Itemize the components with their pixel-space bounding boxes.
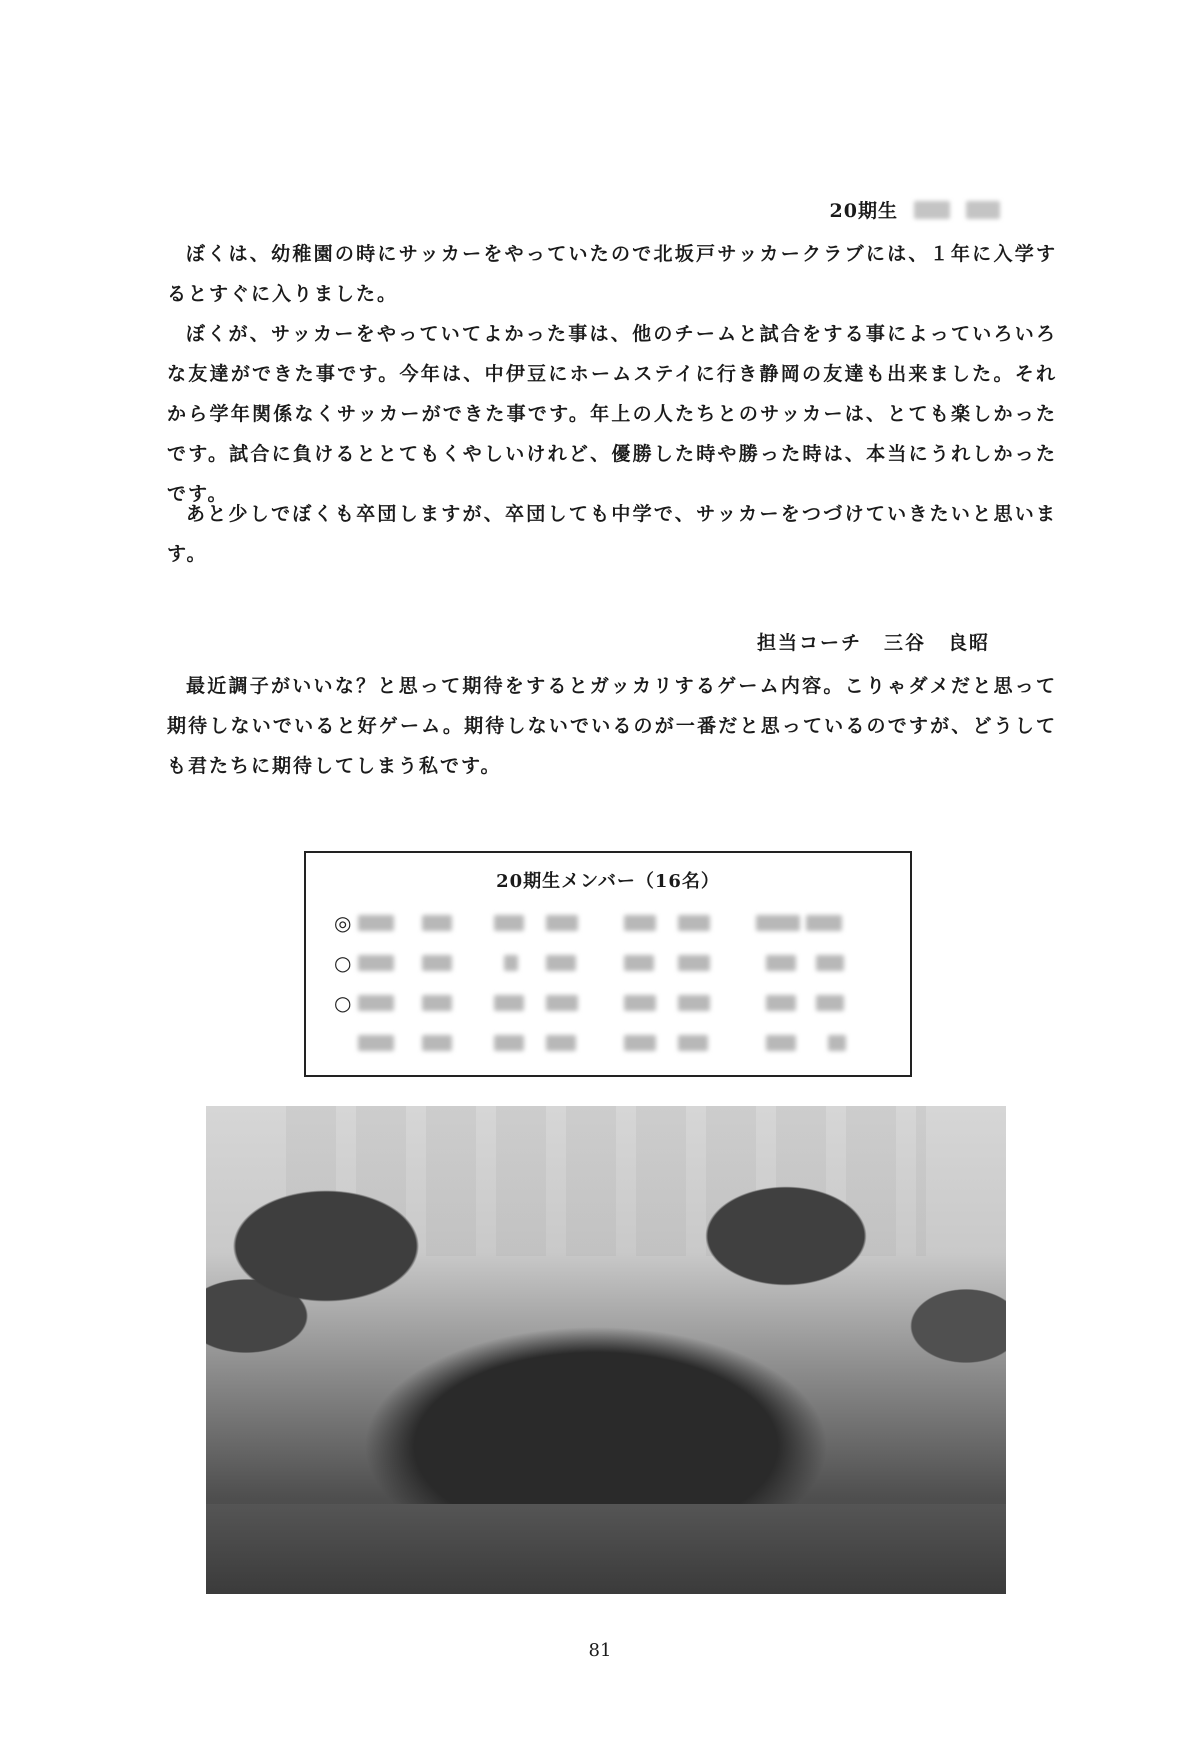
team-photo: [206, 1106, 1006, 1594]
redacted-name: [546, 1035, 576, 1051]
member-list-title: 20期生メンバー（16名）: [496, 871, 720, 892]
member-row: [334, 950, 894, 976]
redacted-name: [678, 1035, 708, 1051]
redacted-name: [766, 955, 796, 971]
vice-captain-mark: ○: [334, 991, 352, 1015]
photo-ground: [206, 1504, 1006, 1594]
redacted-name: [358, 1035, 394, 1051]
redacted-name: [678, 995, 710, 1011]
redacted-name: [504, 955, 518, 971]
redacted-name: [358, 995, 394, 1011]
redacted-name: [624, 1035, 656, 1051]
captain-mark: ◎: [334, 911, 352, 935]
redacted-name: [422, 955, 452, 971]
vice-captain-mark: ○: [334, 951, 352, 975]
student-byline: [830, 196, 1000, 223]
essay-paragraph-3: あと少しでぼくも卒団しますが、卒団しても中学で、サッカーをつづけていきたいと思います。: [167, 503, 1057, 565]
redacted-name: [806, 915, 842, 931]
redacted-name: [624, 915, 656, 931]
member-list-box: [304, 851, 912, 1077]
redacted-name: [828, 1035, 846, 1051]
redacted-name: [546, 915, 578, 931]
redacted-name: [546, 995, 578, 1011]
coach-paragraph: 最近調子がいいな？と思って期待をするとガッカリするゲーム内容。こりゃダメだと思って期待しないでいると好ゲーム。期待しないでいるのが一番だと思っているのですが、どうしても君たちに期待してしまう私です。: [167, 675, 1057, 777]
student-byline-label: 20期生: [829, 200, 898, 222]
redacted-name: [816, 995, 844, 1011]
redacted-name: [816, 955, 844, 971]
member-row: [334, 910, 894, 936]
coach-name-family: 三谷: [883, 632, 926, 654]
redacted-name: [766, 995, 796, 1011]
redacted-name: [494, 1035, 524, 1051]
redacted-name: [546, 955, 576, 971]
redacted-student-name-given: [966, 201, 1000, 219]
redacted-name: [358, 915, 394, 931]
redacted-name: [678, 915, 710, 931]
redacted-name: [678, 955, 710, 971]
coach-byline: [757, 628, 990, 655]
coach-name-given: 良昭: [947, 632, 990, 654]
essay-paragraph-2: ぼくが、サッカーをやっていてよかった事は、他のチームと試合をする事によっていろいろな友達ができた事です。今年は、中伊豆にホームステイに行き静岡の友達も出来ました。それから学年関係なくサッカーができた事です。年上の人たちとのサッカーは、とても楽しかったです。試合に負けるととてもくやしいけれど、優勝した時や勝った時は、本当にうれしかったです。: [167, 323, 1057, 505]
essay-paragraph-1: ぼくは、幼稚園の時にサッカーをやっていたので北坂戸サッカークラブには、１年に入学するとすぐに入りました。: [167, 243, 1057, 305]
redacted-name: [422, 915, 452, 931]
page-number: 81: [588, 1640, 612, 1661]
redacted-name: [494, 995, 524, 1011]
redacted-name: [624, 955, 654, 971]
coach-role: 担当コーチ: [756, 632, 862, 654]
redacted-name: [756, 915, 800, 931]
member-row: [334, 1030, 894, 1056]
member-row: [334, 990, 894, 1016]
redacted-name: [422, 1035, 452, 1051]
redacted-name: [494, 915, 524, 931]
redacted-name: [422, 995, 452, 1011]
redacted-name: [358, 955, 394, 971]
redacted-student-name-family: [914, 201, 950, 219]
redacted-name: [766, 1035, 796, 1051]
redacted-name: [624, 995, 656, 1011]
